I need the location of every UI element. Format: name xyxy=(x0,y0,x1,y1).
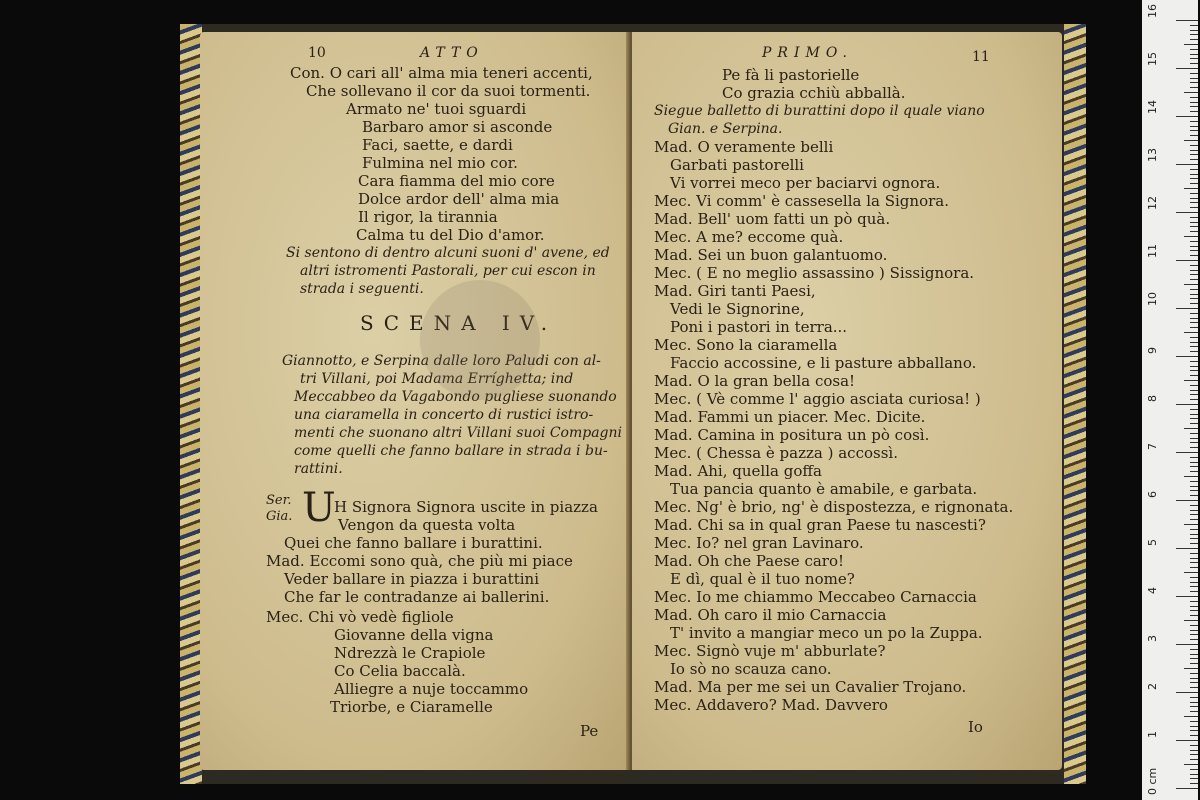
ruler-tick xyxy=(1176,68,1198,69)
stage-direction: Siegue balletto di burattini dopo il quale viano xyxy=(654,103,985,119)
ruler-tick xyxy=(1190,582,1198,583)
scene-title: SCENA IV. xyxy=(360,311,558,335)
text-line: T' invito a mangiar meco un po la Zuppa. xyxy=(670,624,983,642)
ruler-tick xyxy=(1176,788,1198,789)
ruler-tick xyxy=(1176,644,1198,645)
ruler-tick xyxy=(1190,106,1198,107)
ruler-tick xyxy=(1176,596,1198,597)
ruler-tick xyxy=(1190,30,1198,31)
ruler-tick xyxy=(1176,548,1198,549)
ruler-tick xyxy=(1190,73,1198,74)
text-line: Mad. O la gran bella cosa! xyxy=(654,372,856,390)
ruler-tick xyxy=(1184,380,1198,381)
ruler-tick xyxy=(1190,514,1198,515)
ruler-tick xyxy=(1190,154,1198,155)
scene-direction: tri Villani, poi Madama Erríghetta; ind xyxy=(300,371,574,387)
ruler-label: 10 xyxy=(1146,292,1159,306)
text-line: Con. O cari all' alma mia teneri accenti, xyxy=(290,64,593,82)
ruler-tick xyxy=(1184,524,1198,525)
ruler-tick xyxy=(1190,270,1198,271)
stage-direction: Si sentono di dentro alcuni suoni d' avene, ed xyxy=(286,245,610,261)
ruler-tick xyxy=(1190,442,1198,443)
ruler-tick xyxy=(1190,370,1198,371)
text-line: Vedi le Signorine, xyxy=(670,300,805,318)
ruler-label: 13 xyxy=(1146,148,1159,162)
ruler-tick xyxy=(1190,529,1198,530)
dialogue-line: Mec. Chi vò vedè figliole xyxy=(266,608,454,626)
ruler-tick xyxy=(1184,284,1198,285)
ruler-tick xyxy=(1176,116,1198,117)
text-line: Il rigor, la tirannia xyxy=(358,208,498,226)
text-line: Cara fiamma del mio core xyxy=(358,172,555,190)
ruler-tick xyxy=(1190,327,1198,328)
ruler-tick xyxy=(1190,639,1198,640)
drop-cap: U xyxy=(302,485,336,531)
ruler-tick xyxy=(1190,438,1198,439)
ruler-tick xyxy=(1184,188,1198,189)
ruler-tick xyxy=(1190,87,1198,88)
ruler-tick xyxy=(1190,390,1198,391)
ruler-tick xyxy=(1190,702,1198,703)
ruler-tick xyxy=(1190,673,1198,674)
ruler-tick xyxy=(1190,649,1198,650)
ruler-tick xyxy=(1190,346,1198,347)
text-line: Mad. Oh che Paese caro! xyxy=(654,552,845,570)
ruler-tick xyxy=(1190,615,1198,616)
ruler-tick xyxy=(1190,159,1198,160)
ruler-tick xyxy=(1190,774,1198,775)
ruler-tick xyxy=(1190,121,1198,122)
ruler-tick xyxy=(1190,778,1198,779)
text-line: Mec. Vi comm' è cassesella la Signora. xyxy=(654,192,949,210)
ruler-tick xyxy=(1190,409,1198,410)
ruler-tick xyxy=(1190,505,1198,506)
ruler-tick xyxy=(1190,82,1198,83)
ruler-tick xyxy=(1190,54,1198,55)
scene-direction: Meccabbeo da Vagabondo pugliese suonando xyxy=(294,389,617,405)
ruler-tick xyxy=(1190,342,1198,343)
ruler-tick xyxy=(1190,730,1198,731)
ruler-label: 2 xyxy=(1146,683,1159,690)
dialogue-line: Co Celia baccalà. xyxy=(334,662,466,680)
ruler-tick xyxy=(1190,265,1198,266)
text-line: Garbati pastorelli xyxy=(670,156,804,174)
ruler-tick xyxy=(1190,126,1198,127)
ruler-tick xyxy=(1190,394,1198,395)
ruler-tick xyxy=(1190,750,1198,751)
text-line: Tua pancia quanto è amabile, e garbata. xyxy=(670,480,978,498)
stage-direction: Gian. e Serpina. xyxy=(668,121,783,137)
scene-direction: Giannotto, e Serpina dalle loro Paludi con al- xyxy=(282,353,601,369)
ruler-tick xyxy=(1176,452,1198,453)
ruler-label: 4 xyxy=(1146,587,1159,594)
ruler-tick xyxy=(1190,630,1198,631)
text-line: Armato ne' tuoi sguardi xyxy=(346,100,527,118)
ruler-tick xyxy=(1190,34,1198,35)
ruler-tick xyxy=(1190,111,1198,112)
ruler-tick xyxy=(1190,562,1198,563)
ruler-tick xyxy=(1184,92,1198,93)
ruler-tick xyxy=(1190,294,1198,295)
ruler-tick xyxy=(1190,169,1198,170)
ruler-tick xyxy=(1190,553,1198,554)
text-line: Faci, saette, e dardi xyxy=(362,136,513,154)
ruler-tick xyxy=(1190,543,1198,544)
ruler-tick xyxy=(1190,735,1198,736)
ruler-tick xyxy=(1190,313,1198,314)
text-line: Mad. Camina in positura un pò così. xyxy=(654,426,930,444)
ruler-tick xyxy=(1176,212,1198,213)
ruler-tick xyxy=(1190,246,1198,247)
page-number: 11 xyxy=(972,49,990,65)
ruler-tick xyxy=(1184,428,1198,429)
ruler-tick xyxy=(1190,610,1198,611)
ruler-tick xyxy=(1190,457,1198,458)
ruler-tick xyxy=(1184,764,1198,765)
ruler-tick xyxy=(1190,706,1198,707)
ruler-label: 5 xyxy=(1146,539,1159,546)
ruler-tick xyxy=(1190,759,1198,760)
text-line: Barbaro amor si asconde xyxy=(362,118,553,136)
dialogue-line: Che far le contradanze ai ballerini. xyxy=(284,588,550,606)
ruler-tick xyxy=(1190,178,1198,179)
right-page xyxy=(632,32,1062,770)
ruler-tick xyxy=(1190,217,1198,218)
scene-direction: menti che suonano altri Villani suoi Compagni xyxy=(294,425,623,441)
ruler-tick xyxy=(1190,25,1198,26)
text-line: Mec. ( E no meglio assassino ) Sissignora. xyxy=(654,264,975,282)
text-line: Mec. Io? nel gran Lavinaro. xyxy=(654,534,864,552)
ruler-tick xyxy=(1190,150,1198,151)
ruler-tick xyxy=(1184,332,1198,333)
ruler-tick xyxy=(1190,495,1198,496)
ruler-tick xyxy=(1190,625,1198,626)
ruler-tick xyxy=(1190,303,1198,304)
ruler-tick xyxy=(1190,687,1198,688)
running-head: ATTO xyxy=(420,45,484,61)
ruler-tick xyxy=(1190,279,1198,280)
ruler-label: 14 xyxy=(1146,100,1159,114)
ruler-tick xyxy=(1190,726,1198,727)
ruler-tick xyxy=(1184,140,1198,141)
ruler-tick xyxy=(1190,130,1198,131)
ruler-tick xyxy=(1190,231,1198,232)
ruler-tick xyxy=(1184,476,1198,477)
ruler-label: 7 xyxy=(1146,443,1159,450)
ruler-tick xyxy=(1190,745,1198,746)
ruler-tick xyxy=(1176,260,1198,261)
ruler-tick xyxy=(1190,519,1198,520)
ruler-label: 15 xyxy=(1146,52,1159,66)
ruler-tick xyxy=(1190,783,1198,784)
ruler-tick xyxy=(1190,754,1198,755)
ruler-tick xyxy=(1184,572,1198,573)
text-line: Mec. ( Chessa è pazza ) accossì. xyxy=(654,444,898,462)
ruler-tick xyxy=(1176,500,1198,501)
dialogue-line: Ndrezzà le Crapiole xyxy=(334,644,486,662)
ruler-tick xyxy=(1190,226,1198,227)
ruler-tick xyxy=(1190,534,1198,535)
dialogue-line: Mad. Eccomi sono quà, che più mi piace xyxy=(266,552,573,570)
ruler-tick xyxy=(1190,255,1198,256)
dialogue-line: Alliegre a nuje toccammo xyxy=(334,680,529,698)
text-line: Mad. Giri tanti Paesi, xyxy=(654,282,816,300)
ruler-tick xyxy=(1190,721,1198,722)
text-line: Vi vorrei meco per baciarvi ognora. xyxy=(670,174,941,192)
ruler-label: 1 xyxy=(1146,731,1159,738)
measurement-ruler xyxy=(1142,0,1198,800)
scene-direction: come quelli che fanno ballare in strada i bu- xyxy=(294,443,608,459)
ruler-tick xyxy=(1190,78,1198,79)
ruler-tick xyxy=(1190,471,1198,472)
ruler-tick xyxy=(1190,337,1198,338)
ruler-tick xyxy=(1184,620,1198,621)
ruler-tick xyxy=(1190,711,1198,712)
scene-direction: una ciaramella in concerto di rustici istro- xyxy=(294,407,594,423)
text-line: Fulmina nel mio cor. xyxy=(362,154,518,172)
ruler-tick xyxy=(1190,606,1198,607)
dialogue-line: Veder ballare in piazza i burattini xyxy=(284,570,539,588)
text-line: Mec. Sono la ciaramella xyxy=(654,336,838,354)
left-page xyxy=(200,32,630,770)
text-line: Dolce ardor dell' alma mia xyxy=(358,190,560,208)
ruler-tick xyxy=(1190,145,1198,146)
text-line: Mad. O veramente belli xyxy=(654,138,834,156)
ruler-tick xyxy=(1190,663,1198,664)
text-line: Che sollevano il cor da suoi tormenti. xyxy=(306,82,591,100)
running-head: PRIMO. xyxy=(762,45,853,61)
ruler-tick xyxy=(1184,44,1198,45)
ruler-tick xyxy=(1176,740,1198,741)
ruler-tick xyxy=(1190,634,1198,635)
ruler-tick xyxy=(1190,433,1198,434)
ruler-tick xyxy=(1176,692,1198,693)
ruler-label: 8 xyxy=(1146,395,1159,402)
text-line: Mad. Fammi un piacer. Mec. Dicite. xyxy=(654,408,926,426)
text-line: Faccio accossine, e li pasture abballano. xyxy=(670,354,977,372)
ruler-tick xyxy=(1190,375,1198,376)
text-line: Io sò no scauza cano. xyxy=(670,660,832,678)
dialogue-line: Giovanne della vigna xyxy=(334,626,494,644)
ruler-tick xyxy=(1190,678,1198,679)
ruler-tick xyxy=(1190,102,1198,103)
ruler-tick xyxy=(1190,58,1198,59)
dialogue-line: H Signora Signora uscite in piazza xyxy=(334,498,598,516)
ruler-tick xyxy=(1190,601,1198,602)
text-line: Mad. Ahi, quella goffa xyxy=(654,462,822,480)
text-line: Mec. Signò vuje m' abburlate? xyxy=(654,642,886,660)
ruler-tick xyxy=(1190,682,1198,683)
ruler-tick xyxy=(1190,591,1198,592)
ruler-tick xyxy=(1190,351,1198,352)
ruler-tick xyxy=(1176,356,1198,357)
text-line: Mec. ( Vè comme l' aggio asciata curiosa! ) xyxy=(654,390,981,408)
speaker-label: Ser. xyxy=(266,493,292,508)
text-line: Poni i pastori in terra... xyxy=(670,318,848,336)
ruler-tick xyxy=(1190,399,1198,400)
ruler-tick xyxy=(1190,318,1198,319)
dialogue-line: Quei che fanno ballare i burattini. xyxy=(284,534,543,552)
ruler-tick xyxy=(1190,414,1198,415)
text-line: Mad. Ma per me sei un Cavalier Trojano. xyxy=(654,678,967,696)
speaker-label: Gia. xyxy=(266,509,293,524)
text-line: Pe fà li pastorielle xyxy=(722,66,860,84)
ruler-label: 6 xyxy=(1146,491,1159,498)
ruler-tick xyxy=(1176,20,1198,21)
ruler-label: 16 xyxy=(1146,4,1159,18)
ruler-tick xyxy=(1190,538,1198,539)
ruler-tick xyxy=(1190,39,1198,40)
text-line: Mec. Ng' è brio, ng' è dispostezza, e rignonata. xyxy=(654,498,1014,516)
text-line: Mad. Oh caro il mio Carnaccia xyxy=(654,606,887,624)
ruler-tick xyxy=(1190,207,1198,208)
ruler-tick xyxy=(1190,586,1198,587)
ruler-tick xyxy=(1184,668,1198,669)
ruler-tick xyxy=(1190,490,1198,491)
text-line: Mec. Io me chiammo Meccabeo Carnaccia xyxy=(654,588,977,606)
ruler-tick xyxy=(1190,558,1198,559)
ruler-tick xyxy=(1190,274,1198,275)
ruler-tick xyxy=(1190,658,1198,659)
ruler-tick xyxy=(1190,481,1198,482)
ruler-tick xyxy=(1190,418,1198,419)
ruler-tick xyxy=(1176,308,1198,309)
catchword: Pe xyxy=(580,722,599,740)
ruler-tick xyxy=(1190,510,1198,511)
ruler-tick xyxy=(1190,769,1198,770)
cover-edge-left xyxy=(180,24,202,784)
text-line: Co grazia cchiù abballà. xyxy=(722,84,906,102)
ruler-tick xyxy=(1190,174,1198,175)
ruler-tick xyxy=(1184,236,1198,237)
ruler-tick xyxy=(1190,49,1198,50)
ruler-label: 3 xyxy=(1146,635,1159,642)
stage-direction: strada i seguenti. xyxy=(300,281,424,297)
cover-edge-right xyxy=(1064,24,1086,784)
ruler-tick xyxy=(1190,361,1198,362)
text-line: Mad. Bell' uom fatti un pò quà. xyxy=(654,210,891,228)
ruler-tick xyxy=(1190,486,1198,487)
ruler-tick xyxy=(1190,466,1198,467)
dialogue-line: Triorbe, e Ciaramelle xyxy=(330,698,493,716)
ruler-tick xyxy=(1190,135,1198,136)
ruler-tick xyxy=(1176,404,1198,405)
stage-direction: altri istromenti Pastorali, per cui escon in xyxy=(300,263,596,279)
ruler-tick xyxy=(1190,222,1198,223)
ruler-tick xyxy=(1190,423,1198,424)
ruler-tick xyxy=(1190,202,1198,203)
ruler-tick xyxy=(1190,298,1198,299)
ruler-unit-label: 0 cm xyxy=(1146,767,1159,795)
ruler-tick xyxy=(1190,654,1198,655)
ruler-tick xyxy=(1190,241,1198,242)
text-line: Mec. Addavero? Mad. Davvero xyxy=(654,696,888,714)
library-watermark xyxy=(420,280,540,400)
text-line: Mad. Chi sa in qual gran Paese tu nascesti? xyxy=(654,516,986,534)
ruler-tick xyxy=(1190,198,1198,199)
catchword: Io xyxy=(968,718,983,736)
dialogue-line: Vengon da questa volta xyxy=(338,516,516,534)
ruler-label: 9 xyxy=(1146,347,1159,354)
ruler-tick xyxy=(1190,567,1198,568)
scene-direction: rattini. xyxy=(294,461,343,477)
ruler-tick xyxy=(1190,322,1198,323)
text-line: Calma tu del Dio d'amor. xyxy=(356,226,545,244)
ruler-tick xyxy=(1190,289,1198,290)
ruler-tick xyxy=(1190,63,1198,64)
ruler-tick xyxy=(1190,97,1198,98)
open-book xyxy=(180,24,1086,784)
ruler-tick xyxy=(1190,366,1198,367)
ruler-label: 12 xyxy=(1146,196,1159,210)
ruler-tick xyxy=(1190,447,1198,448)
ruler-tick xyxy=(1190,183,1198,184)
ruler-tick xyxy=(1190,193,1198,194)
ruler-tick xyxy=(1190,250,1198,251)
text-line: Mec. A me? eccome quà. xyxy=(654,228,844,246)
ruler-tick xyxy=(1184,716,1198,717)
page-number: 10 xyxy=(308,45,326,61)
ruler-tick xyxy=(1176,164,1198,165)
ruler-tick xyxy=(1190,697,1198,698)
ruler-tick xyxy=(1190,385,1198,386)
text-line: Mad. Sei un buon galantuomo. xyxy=(654,246,888,264)
ruler-tick xyxy=(1190,462,1198,463)
ruler-label: 11 xyxy=(1146,244,1159,258)
text-line: E dì, qual è il tuo nome? xyxy=(670,570,855,588)
ruler-tick xyxy=(1190,577,1198,578)
